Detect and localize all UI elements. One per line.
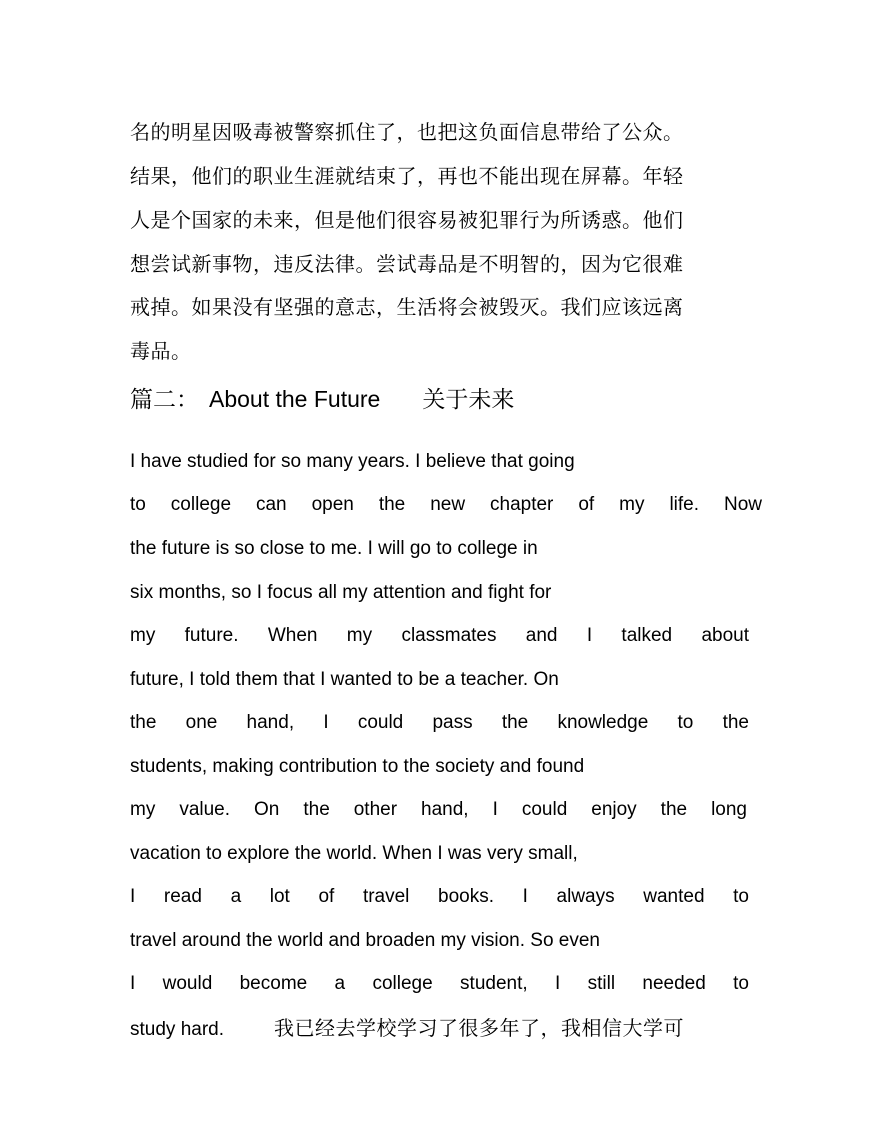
en-paragraph-line: future, I told them that I wanted to be a teacher. On	[130, 669, 559, 690]
en-paragraph-line: travel around the world and broaden my vision. So even	[130, 930, 600, 951]
cn-paragraph-line: 戒掉。如果没有坚强的意志，生活将会被毁灭。我们应该远离	[130, 295, 684, 319]
en-paragraph-line: the future is so close to me. I will go to college in	[130, 538, 538, 559]
cn-paragraph-line: 想尝试新事物，违反法律。尝试毒品是不明智的，因为它很难	[130, 252, 684, 276]
heading-prefix: 篇二：	[130, 387, 199, 413]
last-line-en: study hard.	[130, 1019, 224, 1040]
section-heading	[130, 388, 514, 412]
en-paragraph-line: I would become a college student, I still needed to	[130, 973, 749, 994]
heading-title-cn: 关于未来	[422, 387, 515, 413]
cn-paragraph-line: 人是个国家的未来，但是他们很容易被犯罪行为所诱惑。他们	[130, 208, 684, 232]
en-paragraph-line: I read a lot of travel books. I always wanted to	[130, 886, 749, 907]
en-paragraph-line: my future. When my classmates and I talked about	[130, 625, 749, 646]
en-paragraph-line: to college can open the new chapter of my life. Now	[130, 494, 762, 515]
en-paragraph-line: my value. On the other hand, I could enjoy the long	[130, 799, 747, 820]
en-paragraph-line: the one hand, I could pass the knowledge to the	[130, 712, 749, 733]
en-paragraph-line: students, making contribution to the society and found	[130, 756, 585, 777]
cn-paragraph-line: 毒品。	[130, 339, 192, 363]
heading-title-en: About the Future	[209, 386, 381, 412]
last-line-cn: 我已经去学校学习了很多年了，我相信大学可	[274, 1016, 684, 1040]
en-paragraph-line: I have studied for so many years. I believe that going	[130, 451, 575, 472]
cn-paragraph-line: 名的明星因吸毒被警察抓住了，也把这负面信息带给了公众。	[130, 120, 684, 144]
mixed-line	[130, 1018, 684, 1039]
en-paragraph-line: six months, so I focus all my attention and fight for	[130, 582, 552, 603]
cn-paragraph-line: 结果，他们的职业生涯就结束了，再也不能出现在屏幕。年轻	[130, 164, 684, 188]
en-paragraph-line: vacation to explore the world. When I was very small,	[130, 843, 578, 864]
